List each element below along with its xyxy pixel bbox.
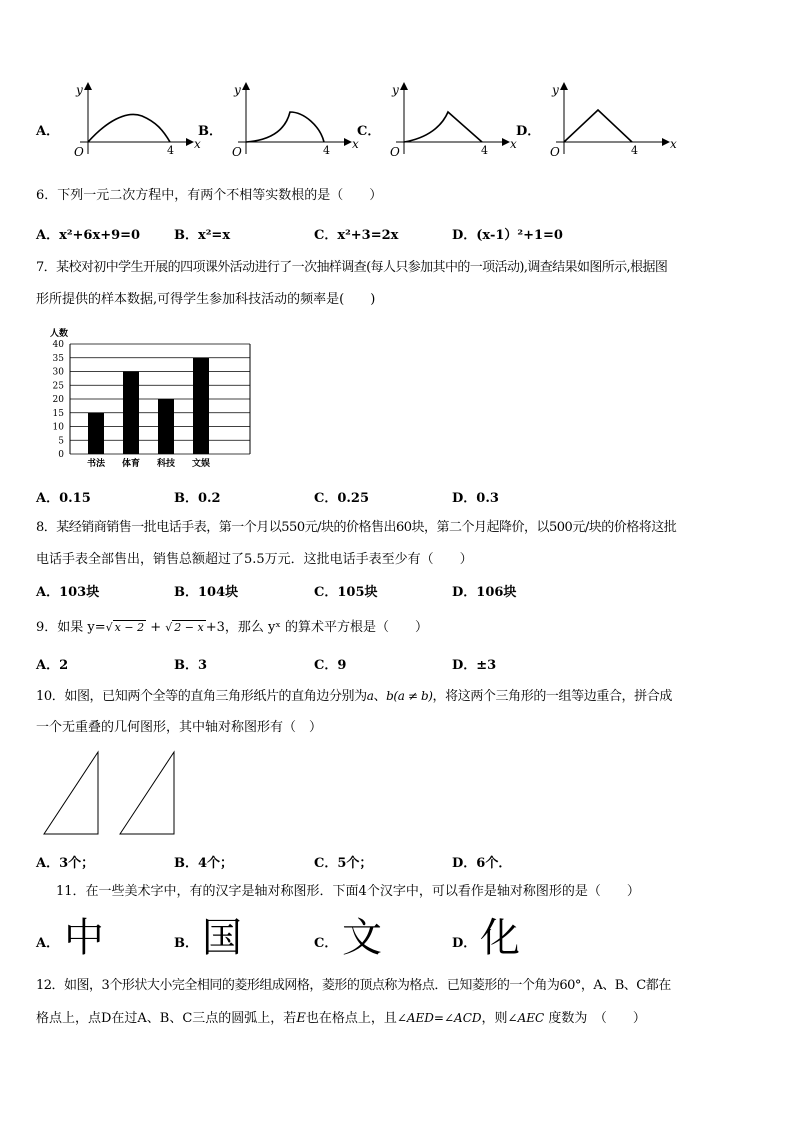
q9-sqrt-1: √ x − 2 [105,621,145,634]
q11-stem: 11．在一些美术字中，有的汉字是轴对称图形．下面4个汉字中，可以看作是轴对称图形的是（ ） [56,884,640,899]
q11-option-c-char[interactable]: 文 [342,915,382,961]
q10-text-2: ，将这两个三角形的一组等边重合，拼合成 [432,689,672,704]
q5-options [36,78,756,158]
q8-option-a[interactable]: A．103块 [36,585,100,600]
q5-a-x-label: x [194,137,201,151]
chart-bar-2 [158,399,174,454]
q12-var-e: E [296,1011,306,1026]
chart-y-tick-0: 0 [58,450,64,460]
q8-stem-line1: 8．某经销商销售一批电话手表，第一个月以550元/块的价格售出60块，第二个月起降价，以500元/块的价格将这批 [36,520,677,535]
q5-d-origin: O [550,145,560,158]
q12-cond: ∠AED=∠ACD [396,1011,482,1025]
q9-radicand-2: 2 − x [174,621,204,634]
q10-sep: 、 [373,689,387,704]
activity-bar-chart [36,324,266,474]
chart-y-label: 人数 [50,329,69,339]
q5-a-tick: 4 [167,144,174,157]
q11-options [36,915,756,964]
q5-graph-d [542,78,682,158]
q12-stem-line1: 12．如图，3个形状大小完全相同的菱形组成网格，菱形的顶点称为格点．已知菱形的一个角为60°，A、B、C都在 [36,978,671,993]
q10-options [36,852,756,872]
q11-option-a-label[interactable]: A． [36,936,60,951]
q12-text-d: 度数为 （ ） [544,1011,646,1026]
q10-option-c[interactable]: C．5个； [314,856,373,871]
q5-option-a-label[interactable]: A． [36,124,60,139]
chart-y-tick-10: 10 [52,422,64,433]
q9-suffix: +3，那么 yˣ 的算术平方根是（ ） [205,620,428,635]
q5-a-y-label: y [76,83,83,97]
chart-x-tick-2: 科技 [156,459,176,469]
q12-text-a: 格点上，点D在过A、B、C三点的圆弧上，若 [36,1011,297,1026]
q9-prefix: 9．如果 y= [36,620,106,635]
q5-d-tick: 4 [631,144,638,157]
q7-stem-line2: 形所提供的样本数据,可得学生参加科技活动的频率是( ) [36,292,376,307]
q5-c-y-label: y [392,83,399,97]
q7-option-b[interactable]: B．0.2 [174,491,221,506]
triangle-1 [44,752,98,834]
q5-graph-c [382,78,522,158]
chart-bar-0 [88,413,104,454]
q9-option-d[interactable]: D．±3 [452,658,497,673]
q11-option-a-char[interactable]: 中 [64,915,104,961]
q9-option-a[interactable]: A．2 [36,658,69,673]
q11-option-b-label[interactable]: B． [174,936,198,951]
q8-options [36,581,756,601]
q5-graph-b [224,78,364,158]
q6-option-d[interactable]: D．(x-1）²+1=0 [452,228,563,243]
q5-b-y-label: y [234,83,241,97]
chart-bar-3 [193,358,209,454]
chart-y-tick-15: 15 [52,408,64,419]
q9-options [36,654,756,674]
q9-stem [36,614,428,642]
q9-sqrt-2: √ 2 − x [165,621,204,634]
chart-y-tick-20: 20 [52,395,64,405]
q10-triangles-figure [40,748,180,838]
q9-radicand-1: x − 2 [114,621,145,634]
q5-d-x-label: x [670,137,677,151]
q10-stem-line2: 一个无重叠的几何图形，其中轴对称图形有（ ） [36,720,323,735]
chart-x-tick-1: 体育 [121,459,141,469]
q5-c-origin: O [390,145,400,158]
q11-option-d-label[interactable]: D． [452,936,477,951]
chart-bar-1 [123,372,139,455]
q12-text-c: ，则 [481,1011,508,1026]
q10-stem-line1 [36,682,672,711]
q10-var-b: b [386,689,394,703]
chart-y-tick-30: 30 [52,367,64,378]
q7-stem-line1: 7．某校对初中学生开展的四项课外活动进行了一次抽样调查(每人只参加其中的一项活动),调查结果如图所示,根据图 [36,260,668,275]
q6-option-c[interactable]: C．x²+3=2x [314,228,399,243]
q11-option-b-char[interactable]: 国 [202,915,242,961]
chart-y-tick-5: 5 [58,436,64,447]
q9-option-b[interactable]: B．3 [174,658,208,673]
q10-var-a: a [366,689,374,703]
chart-y-tick-40: 40 [52,340,64,350]
q5-option-b-label[interactable]: B． [198,124,222,139]
q5-graph-a [66,78,206,158]
q12-stem-line2 [36,1004,646,1033]
q7-option-d[interactable]: D．0.3 [452,491,499,506]
chart-x-tick-0: 书法 [86,459,106,469]
q7-options [36,487,756,507]
q5-b-x-label: x [352,137,359,151]
q5-a-origin: O [74,145,84,158]
q5-c-tick: 4 [481,144,488,157]
q6-stem: 6．下列一元二次方程中，有两个不相等实数根的是（ ） [36,188,383,203]
q9-option-c[interactable]: C．9 [314,658,347,673]
chart-x-tick-3: 文娱 [191,459,211,469]
chart-y-tick-25: 25 [52,381,64,392]
q11-option-d-char[interactable]: 化 [480,915,520,961]
triangle-2 [120,752,174,834]
q8-option-c[interactable]: C．105块 [314,585,378,600]
q11-option-c-label[interactable]: C． [314,936,338,951]
q10-option-a[interactable]: A．3个； [36,856,95,871]
q8-option-d[interactable]: D．106块 [452,585,517,600]
q10-option-d[interactable]: D．6个． [452,856,512,871]
q5-b-origin: O [232,145,242,158]
q5-c-x-label: x [510,137,517,151]
q7-option-a[interactable]: A．0.15 [36,491,91,506]
q6-option-a[interactable]: A．x²+6x+9=0 [36,228,141,243]
q8-option-b[interactable]: B．104块 [174,585,239,600]
q10-cond: (a ≠ b) [393,689,433,703]
q5-option-d-label[interactable]: D． [516,124,541,139]
q5-option-c-label[interactable]: C． [357,124,381,139]
q7-option-c[interactable]: C．0.25 [314,491,370,506]
q6-option-b[interactable]: B．x²=x [174,228,231,243]
q12-text-b: 也在格点上，且 [305,1011,397,1026]
chart-y-tick-35: 35 [52,353,64,364]
q8-stem-line2: 电话手表全部售出，销售总额超过了5.5万元．这批电话手表至少有（ ） [36,552,473,567]
q10-option-b[interactable]: B．4个； [174,856,234,871]
q12-angle: ∠AEC [507,1011,545,1025]
q5-b-tick: 4 [323,144,330,157]
q9-plus: + [150,620,162,635]
q5-d-y-label: y [552,83,559,97]
q10-text-1: 10．如图，已知两个全等的直角三角形纸片的直角边分别为 [36,689,367,704]
q6-options [36,224,756,244]
